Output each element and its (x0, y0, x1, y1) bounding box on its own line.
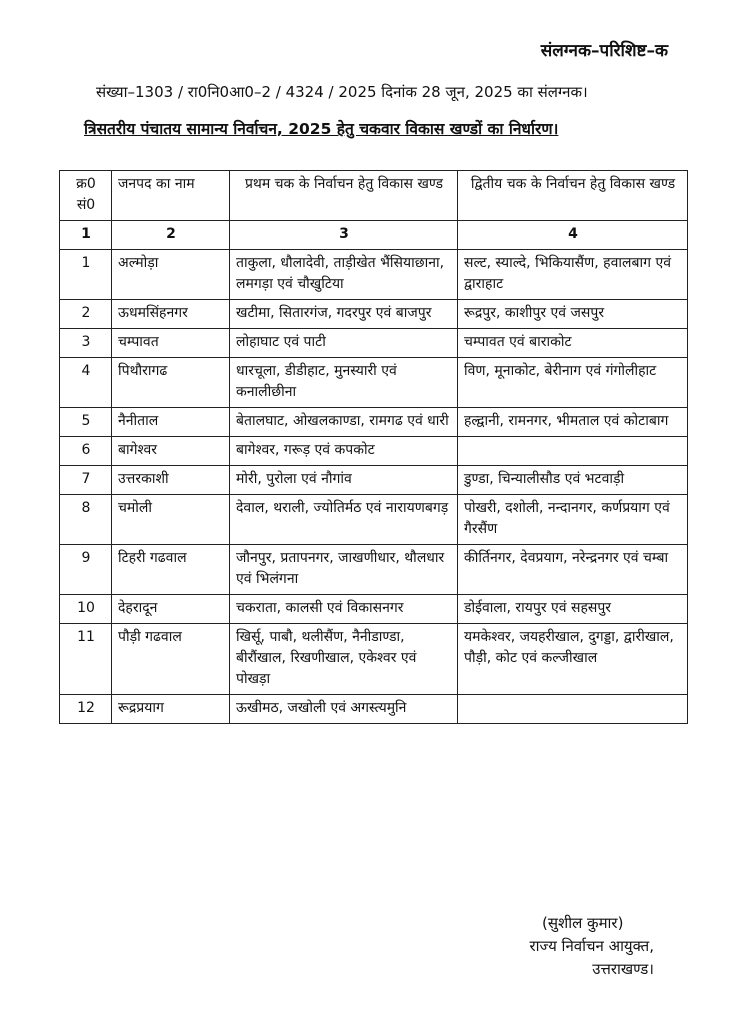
cell-phase1: खटीमा, सितारगंज, गदरपुर एवं बाजपुर (230, 300, 458, 329)
cell-district: ऊधमसिंहनगर (112, 300, 230, 329)
table-row (60, 695, 688, 724)
document-title: त्रिसतरीय पंचातय सामान्य निर्वाचन, 2025 हेतु चकवार विकास खण्डों का निर्धारण। (84, 120, 559, 138)
header-phase1: प्रथम चक के निर्वाचन हेतु विकास खण्ड (230, 171, 458, 221)
annex-label: संलग्नक–परिशिष्ट–क (540, 41, 668, 61)
header-phase2: द्वितीय चक के निर्वाचन हेतु विकास खण्ड (458, 171, 688, 221)
table-row (60, 329, 688, 358)
cell-sn: 9 (60, 545, 112, 595)
cell-phase2: चम्पावत एवं बाराकोट (458, 329, 688, 358)
header-district: जनपद का नाम (112, 171, 230, 221)
cell-sn: 6 (60, 437, 112, 466)
cell-district: पिथौरागढ (112, 358, 230, 408)
cell-district: अल्मोड़ा (112, 250, 230, 300)
table-row (60, 545, 688, 595)
signatory-name: (सुशील कुमार) (542, 914, 624, 932)
column-number: 2 (112, 221, 230, 250)
cell-sn: 10 (60, 595, 112, 624)
cell-phase2: कीर्तिनगर, देवप्रयाग, नरेन्द्रनगर एवं चम्बा (458, 545, 688, 595)
table-row (60, 408, 688, 437)
cell-phase1: लोहाघाट एवं पाटी (230, 329, 458, 358)
cell-phase2: पोखरी, दशोली, नन्दानगर, कर्णप्रयाग एवं गैरसैंण (458, 495, 688, 545)
table-header-row (60, 171, 688, 221)
cell-phase1: खिर्सू, पाबौ, थलीसैंण, नैनीडाण्डा, बीरौंखाल, रिखणीखाल, एकेश्वर एवं पोखड़ा (230, 624, 458, 695)
cell-district: रूद्रप्रयाग (112, 695, 230, 724)
table-row (60, 495, 688, 545)
column-number-row (60, 221, 688, 250)
cell-district: चम्पावत (112, 329, 230, 358)
cell-phase2: डोईवाला, रायपुर एवं सहसपुर (458, 595, 688, 624)
cell-phase1: मोरी, पुरोला एवं नौगांव (230, 466, 458, 495)
cell-district: चमोली (112, 495, 230, 545)
cell-phase2: यमकेश्वर, जयहरीखाल, दुगड्डा, द्वारीखाल, पौड़ी, कोट एवं कल्जीखाल (458, 624, 688, 695)
cell-sn: 5 (60, 408, 112, 437)
cell-phase1: ताकुला, धौलादेवी, ताड़ीखेत भैंसियाछाना, लमगड़ा एवं चौखुटिया (230, 250, 458, 300)
header-sn: क्र0 सं0 (60, 171, 112, 221)
cell-phase1: ऊखीमठ, जखोली एवं अगस्त्यमुनि (230, 695, 458, 724)
table-row (60, 437, 688, 466)
cell-phase1: धारचूला, डीडीहाट, मुनस्यारी एवं कनालीछीना (230, 358, 458, 408)
cell-district: देहरादून (112, 595, 230, 624)
cell-phase1: देवाल, थराली, ज्योतिर्मठ एवं नारायणबगड़ (230, 495, 458, 545)
cell-phase2: सल्ट, स्याल्दे, भिकियासैंण, हवालबाग एवं द्वाराहाट (458, 250, 688, 300)
cell-phase2: डुण्डा, चिन्यालीसौड एवं भटवाड़ी (458, 466, 688, 495)
block-allocation-table (59, 170, 688, 724)
table-row (60, 595, 688, 624)
cell-phase1: बेतालघाट, ओखलकाण्डा, रामगढ एवं धारी (230, 408, 458, 437)
cell-phase2: रूद्रपुर, काशीपुर एवं जसपुर (458, 300, 688, 329)
cell-phase1: जौनपुर, प्रतापनगर, जाखणीधार, थौलधार एवं भिलंगना (230, 545, 458, 595)
cell-district: बागेश्वर (112, 437, 230, 466)
cell-sn: 1 (60, 250, 112, 300)
table-row (60, 358, 688, 408)
table-row (60, 466, 688, 495)
cell-sn: 8 (60, 495, 112, 545)
cell-district: उत्तरकाशी (112, 466, 230, 495)
cell-phase2 (458, 695, 688, 724)
cell-phase1: चकराता, कालसी एवं विकासनगर (230, 595, 458, 624)
table-row (60, 250, 688, 300)
cell-sn: 12 (60, 695, 112, 724)
signature-block (529, 912, 654, 981)
cell-sn: 11 (60, 624, 112, 695)
column-number: 4 (458, 221, 688, 250)
cell-district: पौड़ी गढवाल (112, 624, 230, 695)
cell-sn: 3 (60, 329, 112, 358)
reference-line: संख्या–1303 / रा0नि0आ0–2 / 4324 / 2025 दिनांक 28 जून, 2025 का संलग्नक। (96, 83, 588, 101)
cell-phase2: हल्द्वानी, रामनगर, भीमताल एवं कोटाबाग (458, 408, 688, 437)
cell-sn: 7 (60, 466, 112, 495)
cell-phase2: विण, मूनाकोट, बेरीनाग एवं गंगोलीहाट (458, 358, 688, 408)
table-row (60, 624, 688, 695)
column-number: 3 (230, 221, 458, 250)
cell-phase1: बागेश्वर, गरूड़ एवं कपकोट (230, 437, 458, 466)
signatory-designation: राज्य निर्वाचन आयुक्त, (529, 937, 654, 955)
cell-sn: 4 (60, 358, 112, 408)
cell-district: नैनीताल (112, 408, 230, 437)
table-row (60, 300, 688, 329)
signatory-state: उत्तराखण्ड। (592, 960, 654, 978)
cell-phase2 (458, 437, 688, 466)
column-number: 1 (60, 221, 112, 250)
cell-sn: 2 (60, 300, 112, 329)
cell-district: टिहरी गढवाल (112, 545, 230, 595)
